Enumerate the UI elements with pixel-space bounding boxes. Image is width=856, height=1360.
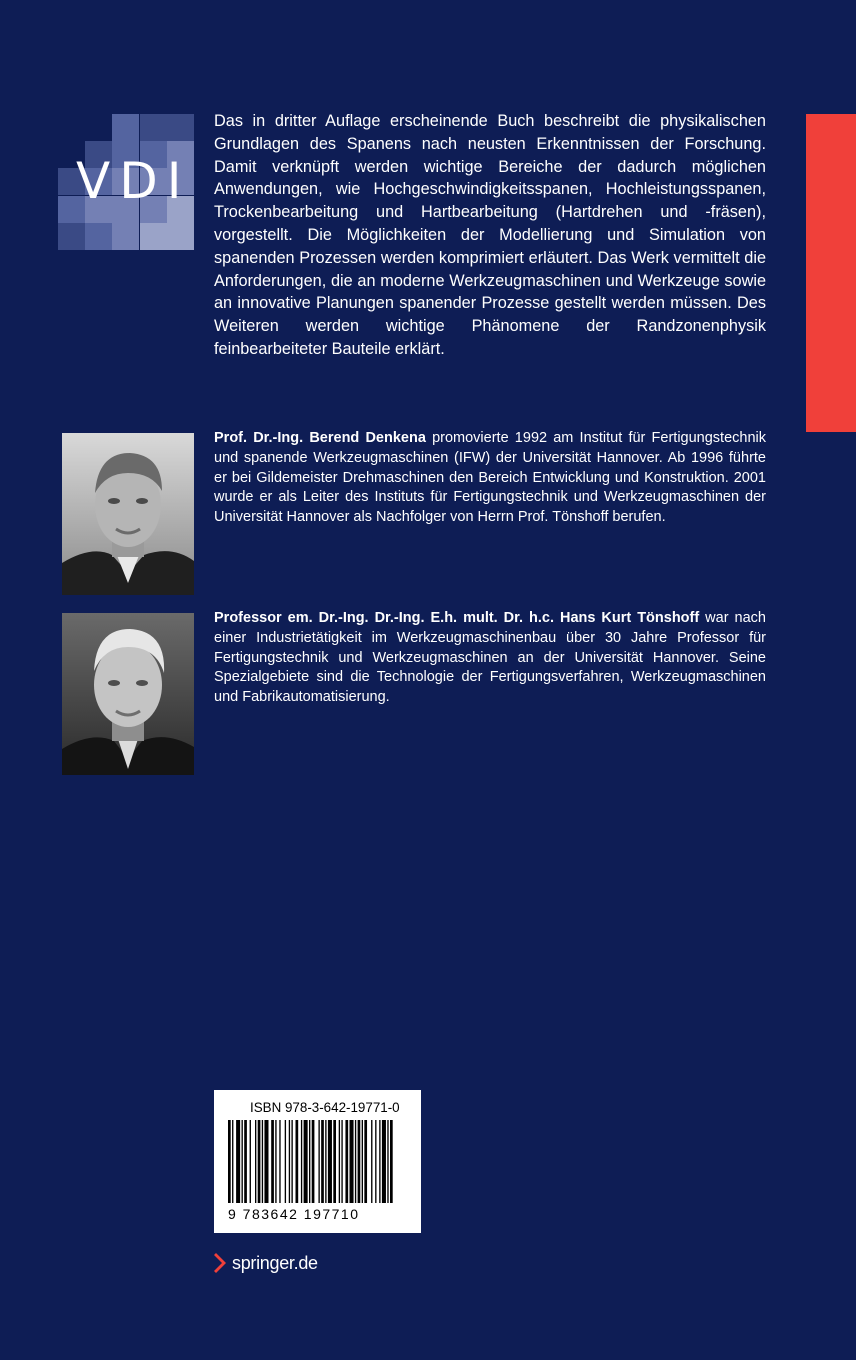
barcode-bar: [255, 1120, 256, 1203]
barcode-bar: [262, 1120, 263, 1203]
barcode-bar: [250, 1120, 251, 1203]
author-text-denkena: promovierte 1992 am Institut für Fertigungstechnik und spanende Werkzeugmaschinen (IFW) der Universität Hannover. Ab 1996 führte er bei Gildemeister Drehmaschinen den Bereich Entwicklung und Konstruktion. 2001 wurde er als Leiter des Instituts für Fertigungstechnik und Werkzeugmaschinen der Universität Hannover als Nachfolger von Herrn Prof. Tönshoff berufen.: [214, 430, 766, 526]
vdi-logo-tile: [140, 114, 167, 141]
barcode-bar: [289, 1120, 290, 1203]
chevron-right-icon: [214, 1252, 228, 1274]
barcode-bar: [333, 1120, 336, 1203]
barcode-bar: [325, 1120, 326, 1203]
vdi-logo-tile: [140, 223, 167, 250]
barcode-bar: [312, 1120, 315, 1203]
vdi-logo-tile: [58, 223, 85, 250]
barcode-bar: [350, 1120, 354, 1203]
barcode-bar: [341, 1120, 342, 1203]
isbn-barcode: [214, 1090, 421, 1233]
author-name-denkena: Prof. Dr.-Ing. Berend Denkena: [214, 430, 426, 446]
barcode-bar: [364, 1120, 367, 1203]
book-description: Das in dritter Auflage erscheinende Buch beschreibt die physikalischen Grundlagen des Spanens nach neusten Erkenntnissen der Forschung. Damit verknüpft werden wichtige Bereiche der dadurch möglichen Anwendungen, wie Hochgeschwindigkeitsspanen, Hochleistungsspanen, Trockenbearbeitung und Hartbearbeitung (Hartdrehen und -fräsen), vorgestellt. Die Möglichkeiten der Modellierung und Simulation von spanenden Prozessen werden komprimiert erläutert. Das Werk vermittelt die Anforderungen, die an moderne Werkzeugmaschinen und Werkzeuge sowie an innovative Planungen spanender Prozesse gestellt werden müssen. Des Weiteren werden wichtige Phänomene der Randzonenphysik feinbearbeiteter Bauteile erklärt.: [214, 112, 766, 358]
barcode-bar: [285, 1120, 286, 1203]
author-bio-toenshoff: [214, 609, 766, 708]
barcode-bar: [321, 1120, 324, 1203]
barcode-bar: [328, 1120, 332, 1203]
vdi-logo-tile: [167, 223, 194, 250]
vdi-logo-tile: [85, 114, 112, 141]
barcode-bar: [236, 1120, 240, 1203]
vdi-logo-tile: [85, 223, 112, 250]
springer-url: springer.de: [232, 1252, 318, 1273]
barcode-bar: [358, 1120, 361, 1203]
author-text-toenshoff: war nach einer Industrietätigkeit im Werkzeugmaschinenbau über 30 Jahre Professor für Fertigungstechnik und Werkzeugmaschinen an der Universität Hannover. Seine Spezialgebiete sind die Technologie der Fertigungsverfahren, Werkzeugmaschinen und Fabrikautomatisierung.: [214, 610, 766, 706]
author-photo-toenshoff: [62, 613, 194, 775]
barcode-bar: [296, 1120, 299, 1203]
vdi-logo: [58, 114, 194, 250]
barcode-bar: [271, 1120, 274, 1203]
vdi-logo-tile: [167, 114, 194, 141]
vdi-logo-text: VDI: [76, 152, 191, 210]
barcode-bar: [242, 1120, 243, 1203]
vdi-logo-tile: [58, 114, 85, 141]
barcode-bar: [301, 1120, 302, 1203]
barcode-bar: [355, 1120, 356, 1203]
barcode-bar: [279, 1120, 280, 1203]
barcode-bar: [258, 1120, 261, 1203]
barcode-bar: [371, 1120, 372, 1203]
author-bio-denkena: [214, 429, 766, 528]
springer-link[interactable]: [214, 1251, 318, 1275]
barcode-bar: [375, 1120, 376, 1203]
barcode-bar: [387, 1120, 388, 1203]
barcode-bar: [379, 1120, 380, 1203]
barcode-bar: [291, 1120, 292, 1203]
vdi-logo-tile: [112, 114, 139, 141]
ean-digits: 9 783642 197710: [228, 1206, 360, 1222]
barcode-bar: [362, 1120, 363, 1203]
barcode-bar: [309, 1120, 310, 1203]
barcode-bar: [232, 1120, 233, 1203]
author-name-toenshoff: Professor em. Dr.-Ing. Dr.-Ing. E.h. mult. Dr. h.c. Hans Kurt Tönshoff: [214, 610, 700, 626]
barcode-bar: [345, 1120, 348, 1203]
author-photo-denkena: [62, 433, 194, 595]
barcode-bar: [339, 1120, 340, 1203]
vdi-logo-tile: [112, 223, 139, 250]
barcode-bar: [382, 1120, 386, 1203]
isbn-label: ISBN 978-3-642-19771-0: [250, 1100, 400, 1115]
barcode-bar: [275, 1120, 276, 1203]
barcode-bar: [264, 1120, 268, 1203]
barcode-bar: [228, 1120, 231, 1203]
barcode-bar: [318, 1120, 319, 1203]
barcode-bar: [304, 1120, 308, 1203]
barcode-bar: [244, 1120, 247, 1203]
barcode-bar: [390, 1120, 393, 1203]
red-accent-tab: [806, 114, 856, 432]
